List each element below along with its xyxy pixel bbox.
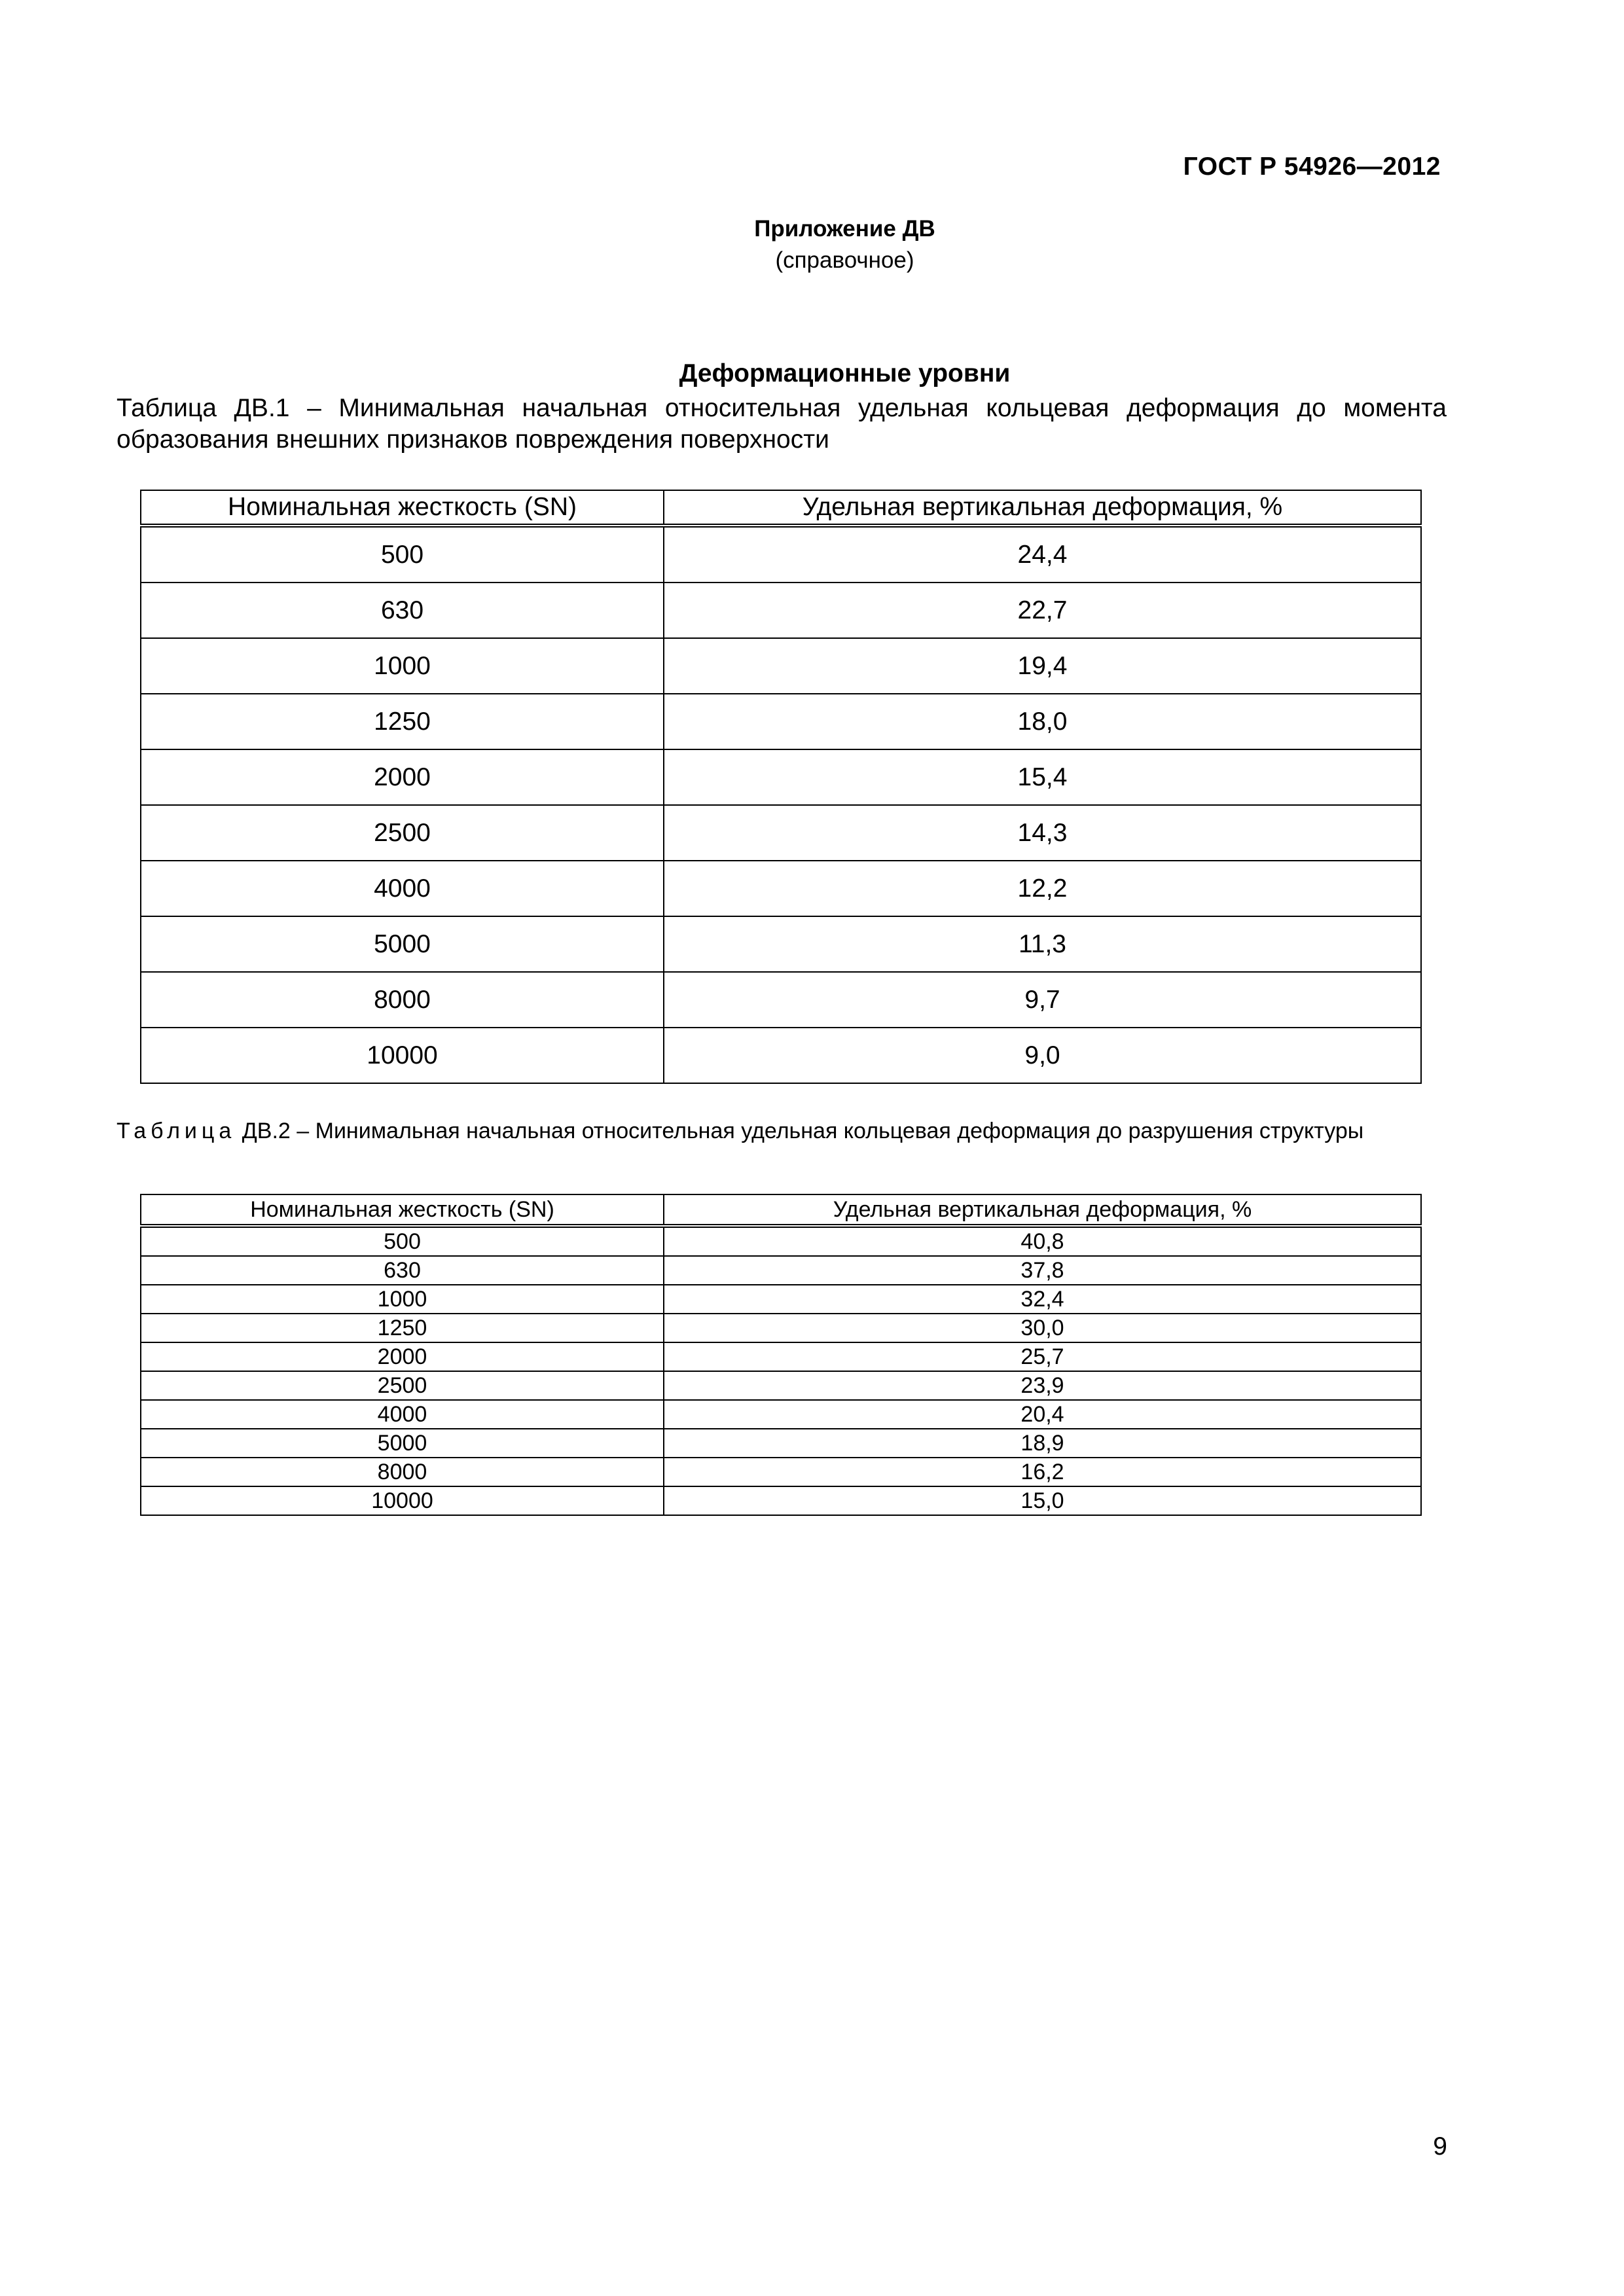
table-row (141, 583, 1421, 638)
appendix-subtitle: (справочное) (775, 247, 914, 273)
deformation-cell: 40,8 (664, 1226, 1421, 1256)
table-row (141, 1314, 1421, 1342)
table-row (141, 1371, 1421, 1400)
stiffness-cell: 2000 (141, 749, 664, 805)
table2-caption-text: ДВ.2 – Минимальная начальная относительная удельная кольцевая деформация до разрушения структуры (236, 1119, 1364, 1143)
table1-header-deformation: Удельная вертикальная деформация, % (664, 490, 1421, 526)
stiffness-cell: 1000 (141, 638, 664, 694)
deformation-cell: 12,2 (664, 861, 1421, 916)
table1-header-stiffness: Номинальная жесткость (SN) (141, 490, 664, 526)
table1-header-row (141, 490, 1421, 526)
page-number: 9 (1433, 2132, 1447, 2161)
table2-header-row (141, 1194, 1421, 1226)
deformation-cell: 18,0 (664, 694, 1421, 749)
deformation-cell: 30,0 (664, 1314, 1421, 1342)
stiffness-cell: 1250 (141, 694, 664, 749)
stiffness-cell: 5000 (141, 916, 664, 972)
deformation-cell: 25,7 (664, 1342, 1421, 1371)
table-row (141, 1226, 1421, 1256)
table-row (141, 1486, 1421, 1515)
table-row (141, 749, 1421, 805)
table2 (140, 1194, 1422, 1516)
stiffness-cell: 630 (141, 1256, 664, 1285)
table-row (141, 861, 1421, 916)
deformation-cell: 37,8 (664, 1256, 1421, 1285)
table2-caption-label: Таблица (117, 1119, 236, 1143)
deformation-cell: 19,4 (664, 638, 1421, 694)
table-row (141, 1458, 1421, 1486)
table-row (141, 916, 1421, 972)
table-row (141, 1285, 1421, 1314)
table-row (141, 1256, 1421, 1285)
stiffness-cell: 2500 (141, 805, 664, 861)
deformation-cell: 11,3 (664, 916, 1421, 972)
stiffness-cell: 1000 (141, 1285, 664, 1314)
deformation-cell: 15,4 (664, 749, 1421, 805)
stiffness-cell: 4000 (141, 861, 664, 916)
deformation-cell: 9,0 (664, 1028, 1421, 1083)
appendix-title: Приложение ДВ (754, 216, 935, 242)
stiffness-cell: 8000 (141, 1458, 664, 1486)
deformation-cell: 32,4 (664, 1285, 1421, 1314)
stiffness-cell: 10000 (141, 1028, 664, 1083)
table-row (141, 526, 1421, 583)
table1-caption: Таблица ДВ.1 – Минимальная начальная относительная удельная кольцевая деформация до момента образования внешних признаков повреждения поверхности (117, 394, 1447, 454)
stiffness-cell: 500 (141, 1226, 664, 1256)
stiffness-cell: 2500 (141, 1371, 664, 1400)
table-row (141, 1028, 1421, 1083)
stiffness-cell: 4000 (141, 1400, 664, 1429)
deformation-cell: 20,4 (664, 1400, 1421, 1429)
stiffness-cell: 10000 (141, 1486, 664, 1515)
deformation-cell: 15,0 (664, 1486, 1421, 1515)
table-row (141, 1342, 1421, 1371)
document-code: ГОСТ Р 54926—2012 (1183, 152, 1441, 181)
deformation-cell: 18,9 (664, 1429, 1421, 1458)
table2-header-stiffness: Номинальная жесткость (SN) (141, 1194, 664, 1226)
section-title: Деформационные уровни (679, 359, 1011, 387)
stiffness-cell: 2000 (141, 1342, 664, 1371)
table-row (141, 638, 1421, 694)
stiffness-cell: 500 (141, 526, 664, 583)
deformation-cell: 24,4 (664, 526, 1421, 583)
table2-caption (117, 1117, 1447, 1145)
deformation-cell: 16,2 (664, 1458, 1421, 1486)
stiffness-cell: 8000 (141, 972, 664, 1028)
deformation-cell: 14,3 (664, 805, 1421, 861)
table1 (140, 490, 1422, 1084)
table-row (141, 1429, 1421, 1458)
deformation-cell: 9,7 (664, 972, 1421, 1028)
table-row (141, 805, 1421, 861)
stiffness-cell: 1250 (141, 1314, 664, 1342)
deformation-cell: 23,9 (664, 1371, 1421, 1400)
deformation-cell: 22,7 (664, 583, 1421, 638)
table2-header-deformation: Удельная вертикальная деформация, % (664, 1194, 1421, 1226)
stiffness-cell: 5000 (141, 1429, 664, 1458)
table-row (141, 1400, 1421, 1429)
table-row (141, 694, 1421, 749)
table-row (141, 972, 1421, 1028)
stiffness-cell: 630 (141, 583, 664, 638)
